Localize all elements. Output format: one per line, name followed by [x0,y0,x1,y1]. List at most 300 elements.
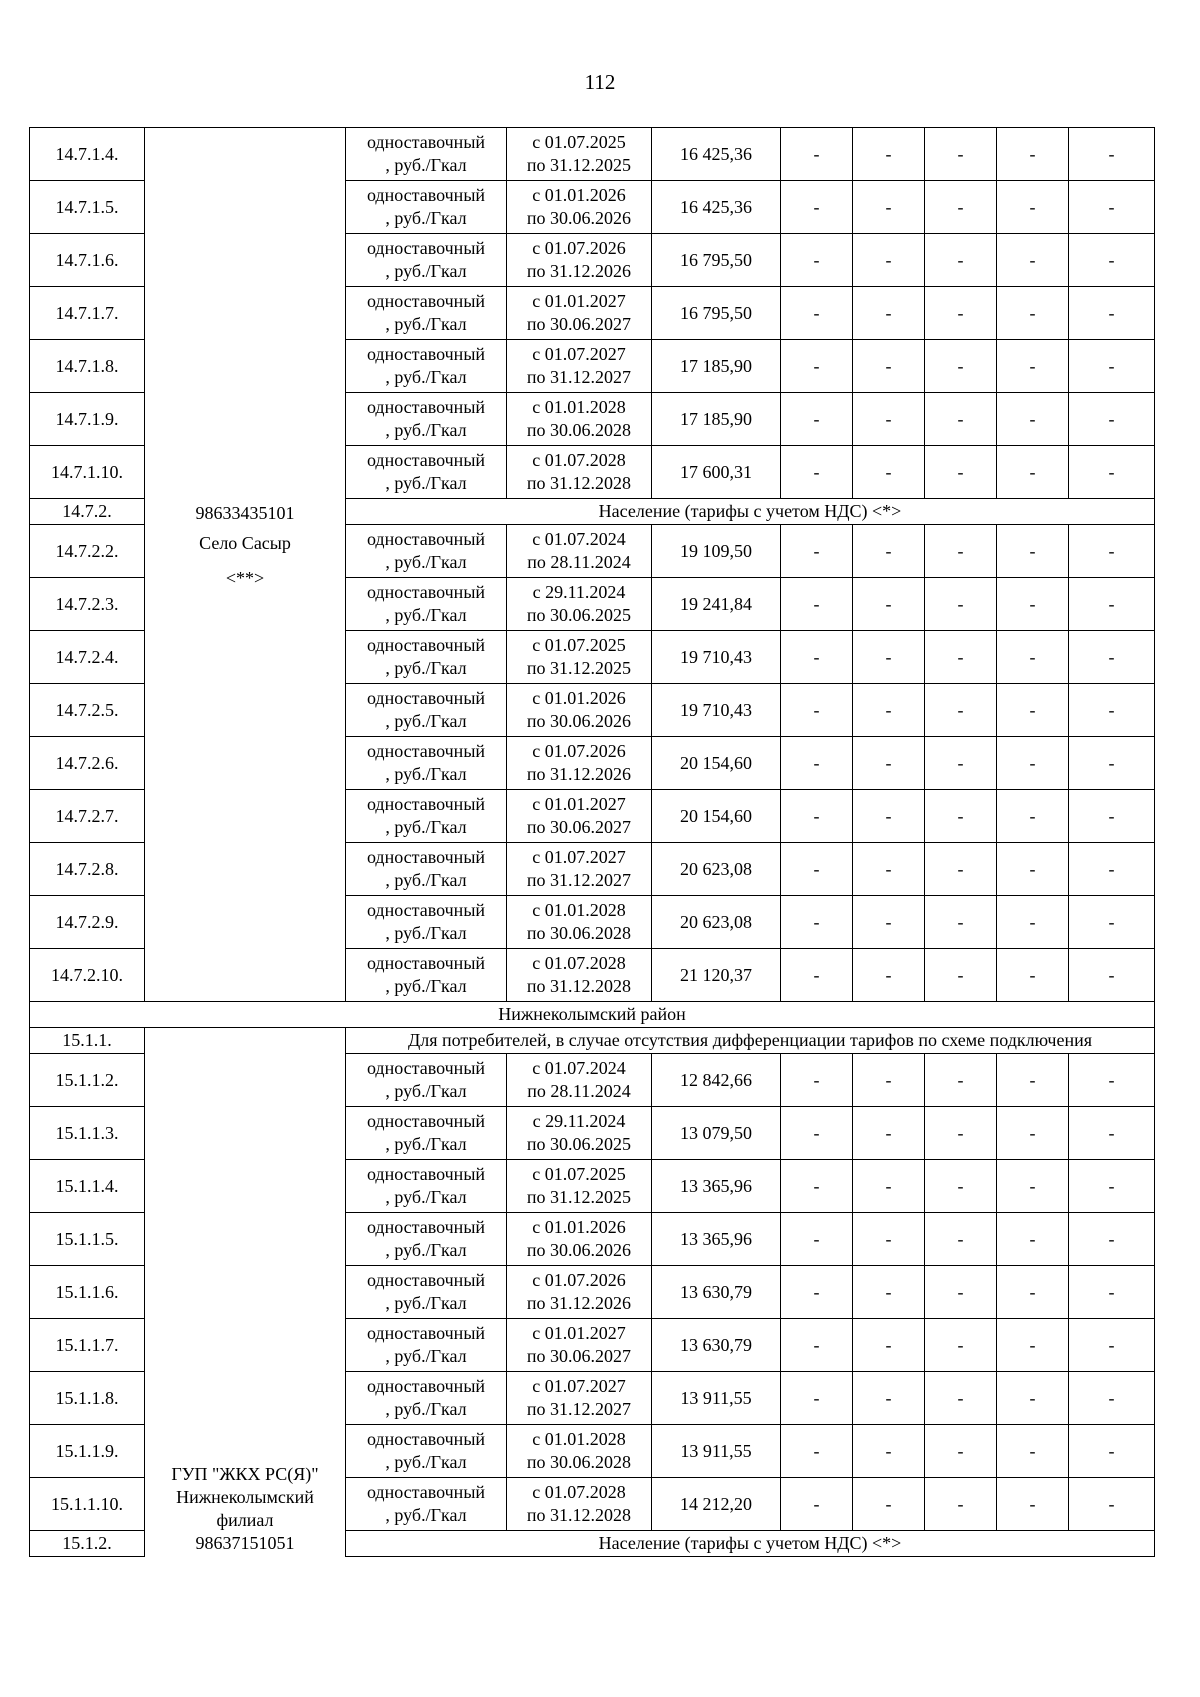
period-to: по 31.12.2027 [526,1399,632,1419]
empty-value: - [997,790,1069,843]
org-cell [145,128,346,1002]
empty-value: - [853,1213,925,1266]
empty-value: - [781,1478,853,1531]
empty-value: - [781,896,853,949]
period [507,340,652,393]
tariff-value: 13 365,96 [652,1213,781,1266]
tariff-unit: , руб./Гкал [385,764,467,784]
empty-value: - [853,181,925,234]
empty-value: - [925,234,997,287]
empty-value: - [781,234,853,287]
page-number: 112 [584,70,616,94]
tariff-unit: , руб./Гкал [385,420,467,440]
row-number: 15.1.1.10. [30,1478,145,1531]
empty-value: - [925,1107,997,1160]
period-to: по 31.12.2027 [526,367,632,387]
tariff-type-label: одноставочный [366,582,486,602]
period [507,684,652,737]
tariff-value: 17 185,90 [652,393,781,446]
tariff-type-label: одноставочный [366,794,486,814]
table-row [30,128,1155,181]
empty-value: - [1069,790,1155,843]
period [507,446,652,499]
empty-value: - [853,949,925,1002]
tariff-type [346,393,507,446]
empty-value: - [997,684,1069,737]
tariff-table [29,127,1155,1557]
period [507,1054,652,1107]
empty-value: - [1069,446,1155,499]
period [507,737,652,790]
period [507,181,652,234]
period-to: по 31.12.2025 [526,1187,632,1207]
tariff-type [346,1266,507,1319]
group-title: Для потребителей, в случае отсутствия дифференциации тарифов по схеме подключения [346,1028,1155,1054]
tariff-value: 16 425,36 [652,128,781,181]
tariff-type-label: одноставочный [366,238,486,258]
row-number: 15.1.1.3. [30,1107,145,1160]
tariff-type-label: одноставочный [366,1270,486,1290]
org-line: Нижнеколымский [176,1486,314,1507]
empty-value: - [925,631,997,684]
group-title: Население (тарифы с учетом НДС) <*> [346,499,1155,525]
empty-value: - [1069,737,1155,790]
group-row [30,1028,1155,1054]
empty-value: - [925,896,997,949]
tariff-type-label: одноставочный [366,529,486,549]
tariff-value: 20 623,08 [652,843,781,896]
row-number: 14.7.1.10. [30,446,145,499]
empty-value: - [853,340,925,393]
tariff-value: 21 120,37 [652,949,781,1002]
tariff-unit: , руб./Гкал [385,155,467,175]
empty-value: - [853,1425,925,1478]
tariff-type-label: одноставочный [366,1111,486,1131]
tariff-value: 19 710,43 [652,684,781,737]
row-number: 14.7.1.5. [30,181,145,234]
tariff-type [346,181,507,234]
org-line: Село Сасыр [199,533,291,553]
empty-value: - [1069,393,1155,446]
tariff-type-label: одноставочный [366,635,486,655]
period-to: по 28.11.2024 [527,1081,631,1101]
empty-value: - [997,128,1069,181]
period-from: с 01.01.2028 [532,900,626,920]
empty-value: - [997,1478,1069,1531]
empty-value: - [781,1372,853,1425]
empty-value: - [781,949,853,1002]
tariff-type-label: одноставочный [366,1482,486,1502]
row-number: 14.7.2. [30,499,145,525]
empty-value: - [853,631,925,684]
period [507,1107,652,1160]
empty-value: - [781,1107,853,1160]
period-from: с 01.01.2026 [532,688,626,708]
tariff-type [346,578,507,631]
period [507,1266,652,1319]
empty-value: - [781,737,853,790]
empty-value: - [1069,1478,1155,1531]
period-from: с 01.01.2027 [532,1323,626,1343]
tariff-unit: , руб./Гкал [385,1240,467,1260]
row-number: 15.1.1.9. [30,1425,145,1478]
empty-value: - [925,1213,997,1266]
period-from: с 01.01.2028 [532,1429,626,1449]
empty-value: - [781,1054,853,1107]
empty-value: - [997,1160,1069,1213]
empty-value: - [781,287,853,340]
tariff-type [346,1478,507,1531]
org-line: филиал [216,1509,274,1530]
tariff-type [346,446,507,499]
tariff-type-label: одноставочный [366,688,486,708]
empty-value: - [781,631,853,684]
tariff-unit: , руб./Гкал [385,711,467,731]
period-from: с 01.07.2025 [532,1164,626,1184]
period [507,128,652,181]
empty-value: - [925,181,997,234]
tariff-value: 19 109,50 [652,525,781,578]
tariff-unit: , руб./Гкал [385,1293,467,1313]
empty-value: - [997,234,1069,287]
empty-value: - [1069,578,1155,631]
row-number: 14.7.2.10. [30,949,145,1002]
row-number: 14.7.2.5. [30,684,145,737]
region-title: Нижнеколымский район [30,1002,1155,1028]
empty-value: - [853,684,925,737]
empty-value: - [781,1160,853,1213]
tariff-unit: , руб./Гкал [385,923,467,943]
empty-value: - [853,446,925,499]
tariff-type-label: одноставочный [366,741,486,761]
period-to: по 30.06.2027 [526,314,632,334]
empty-value: - [997,737,1069,790]
empty-value: - [997,446,1069,499]
empty-value: - [925,1319,997,1372]
period-to: по 31.12.2026 [526,1293,632,1313]
period-to: по 28.11.2024 [527,552,631,572]
tariff-value: 19 710,43 [652,631,781,684]
empty-value: - [1069,181,1155,234]
tariff-value: 13 911,55 [652,1372,781,1425]
period-from: с 01.07.2026 [532,238,626,258]
empty-value: - [997,1425,1069,1478]
empty-value: - [853,393,925,446]
period [507,1319,652,1372]
empty-value: - [1069,287,1155,340]
period [507,790,652,843]
empty-value: - [997,1213,1069,1266]
empty-value: - [781,684,853,737]
tariff-type [346,234,507,287]
empty-value: - [1069,1107,1155,1160]
period-to: по 31.12.2025 [526,658,632,678]
row-number: 15.1.2. [30,1531,145,1557]
tariff-value: 20 154,60 [652,790,781,843]
empty-value: - [781,1266,853,1319]
tariff-unit: , руб./Гкал [385,1081,467,1101]
period [507,1425,652,1478]
period-from: с 29.11.2024 [532,1111,626,1131]
table-body [30,128,1155,1557]
tariff-type [346,737,507,790]
tariff-unit: , руб./Гкал [385,976,467,996]
empty-value: - [1069,1425,1155,1478]
empty-value: - [853,737,925,790]
tariff-unit: , руб./Гкал [385,1134,467,1154]
org-line: 98633435101 [195,503,295,523]
tariff-value: 13 365,96 [652,1160,781,1213]
tariff-unit: , руб./Гкал [385,817,467,837]
tariff-type-label: одноставочный [366,847,486,867]
row-number: 15.1.1.5. [30,1213,145,1266]
empty-value: - [781,393,853,446]
tariff-type [346,631,507,684]
row-number: 14.7.1.6. [30,234,145,287]
empty-value: - [781,446,853,499]
period-from: с 01.07.2026 [532,741,626,761]
empty-value: - [781,790,853,843]
row-number: 14.7.1.7. [30,287,145,340]
tariff-type [346,1054,507,1107]
empty-value: - [925,393,997,446]
empty-value: - [997,578,1069,631]
period-from: с 01.07.2024 [532,529,626,549]
tariff-unit: , руб./Гкал [385,1399,467,1419]
period-to: по 31.12.2026 [526,764,632,784]
empty-value: - [997,631,1069,684]
tariff-type-label: одноставочный [366,1164,486,1184]
tariff-unit: , руб./Гкал [385,367,467,387]
row-number: 14.7.2.4. [30,631,145,684]
tariff-type [346,1319,507,1372]
period-from: с 01.07.2028 [532,1482,626,1502]
empty-value: - [781,181,853,234]
period-from: с 01.07.2024 [532,1058,626,1078]
period [507,525,652,578]
period-to: по 30.06.2026 [526,711,632,731]
period-to: по 31.12.2025 [526,155,632,175]
empty-value: - [853,234,925,287]
empty-value: - [1069,525,1155,578]
period-from: с 01.07.2026 [532,1270,626,1290]
empty-value: - [1069,843,1155,896]
empty-value: - [853,525,925,578]
row-number: 15.1.1.7. [30,1319,145,1372]
empty-value: - [1069,896,1155,949]
period-from: с 01.07.2025 [532,132,626,152]
row-number: 15.1.1.2. [30,1054,145,1107]
empty-value: - [925,737,997,790]
empty-value: - [997,1054,1069,1107]
empty-value: - [853,1054,925,1107]
row-number: 14.7.2.9. [30,896,145,949]
empty-value: - [853,1372,925,1425]
tariff-value: 20 154,60 [652,737,781,790]
tariff-unit: , руб./Гкал [385,208,467,228]
tariff-unit: , руб./Гкал [385,1346,467,1366]
empty-value: - [781,1213,853,1266]
empty-value: - [925,949,997,1002]
empty-value: - [853,790,925,843]
tariff-type [346,1372,507,1425]
empty-value: - [1069,1372,1155,1425]
tariff-type [346,1425,507,1478]
period-to: по 31.12.2027 [526,870,632,890]
empty-value: - [1069,631,1155,684]
tariff-type-label: одноставочный [366,1217,486,1237]
row-number: 14.7.2.2. [30,525,145,578]
period [507,631,652,684]
tariff-value: 20 623,08 [652,896,781,949]
period-to: по 31.12.2028 [526,976,632,996]
tariff-value: 16 795,50 [652,234,781,287]
org-lines [147,128,343,596]
tariff-type [346,287,507,340]
empty-value: - [925,1266,997,1319]
empty-value: - [853,1160,925,1213]
period [507,578,652,631]
empty-value: - [925,128,997,181]
period-to: по 31.12.2026 [526,261,632,281]
period [507,896,652,949]
org-cell [145,1028,346,1557]
period-from: с 01.01.2026 [532,185,626,205]
period-from: с 01.07.2028 [532,450,626,470]
tariff-type [346,340,507,393]
group-title: Население (тарифы с учетом НДС) <*> [346,1531,1155,1557]
tariff-unit: , руб./Гкал [385,1452,467,1472]
period [507,234,652,287]
empty-value: - [925,287,997,340]
empty-value: - [853,128,925,181]
tariff-type [346,949,507,1002]
empty-value: - [1069,684,1155,737]
empty-value: - [925,1160,997,1213]
empty-value: - [853,843,925,896]
empty-value: - [997,525,1069,578]
tariff-value: 13 630,79 [652,1319,781,1372]
region-row [30,1002,1155,1028]
period-to: по 30.06.2025 [526,1134,632,1154]
empty-value: - [781,128,853,181]
row-number: 15.1.1.8. [30,1372,145,1425]
tariff-unit: , руб./Гкал [385,552,467,572]
period-from: с 01.01.2028 [532,397,626,417]
tariff-type-label: одноставочный [366,1323,486,1343]
period-to: по 30.06.2026 [526,208,632,228]
empty-value: - [1069,1054,1155,1107]
empty-value: - [925,446,997,499]
empty-value: - [997,1319,1069,1372]
tariff-type [346,128,507,181]
row-number: 14.7.1.9. [30,393,145,446]
org-line: 98637151051 [195,1532,295,1553]
tariff-type-label: одноставочный [366,953,486,973]
period-to: по 30.06.2027 [526,817,632,837]
tariff-value: 13 079,50 [652,1107,781,1160]
tariff-unit: , руб./Гкал [385,605,467,625]
tariff-type-label: одноставочный [366,132,486,152]
period-from: с 01.07.2027 [532,344,626,364]
tariff-type-label: одноставочный [366,344,486,364]
tariff-value: 12 842,66 [652,1054,781,1107]
period [507,287,652,340]
empty-value: - [853,1478,925,1531]
tariff-type [346,684,507,737]
tariff-unit: , руб./Гкал [385,261,467,281]
period-from: с 01.07.2025 [532,635,626,655]
empty-value: - [925,578,997,631]
tariff-value: 19 241,84 [652,578,781,631]
empty-value: - [997,287,1069,340]
tariff-value: 13 911,55 [652,1425,781,1478]
tariff-type-label: одноставочный [366,1058,486,1078]
empty-value: - [781,578,853,631]
empty-value: - [853,1107,925,1160]
empty-value: - [1069,340,1155,393]
empty-value: - [997,949,1069,1002]
period-to: по 30.06.2026 [526,1240,632,1260]
period [507,1478,652,1531]
empty-value: - [997,1266,1069,1319]
tariff-type-label: одноставочный [366,900,486,920]
empty-value: - [853,287,925,340]
row-number: 14.7.1.4. [30,128,145,181]
empty-value: - [1069,234,1155,287]
tariff-type [346,1160,507,1213]
empty-value: - [925,843,997,896]
tariff-type [346,896,507,949]
org-line: <**> [225,568,265,588]
tariff-unit: , руб./Гкал [385,1505,467,1525]
empty-value: - [925,790,997,843]
empty-value: - [853,578,925,631]
row-number: 15.1.1.6. [30,1266,145,1319]
row-number: 14.7.2.6. [30,737,145,790]
empty-value: - [1069,1319,1155,1372]
period [507,393,652,446]
tariff-type [346,843,507,896]
period-from: с 01.01.2027 [532,291,626,311]
empty-value: - [997,1107,1069,1160]
row-number: 14.7.1.8. [30,340,145,393]
row-number: 14.7.2.7. [30,790,145,843]
empty-value: - [997,896,1069,949]
tariff-type [346,1213,507,1266]
row-number: 15.1.1.4. [30,1160,145,1213]
tariff-type-label: одноставочный [366,1429,486,1449]
period-from: с 01.01.2027 [532,794,626,814]
period-to: по 30.06.2028 [526,1452,632,1472]
empty-value: - [1069,1266,1155,1319]
tariff-value: 14 212,20 [652,1478,781,1531]
tariff-value: 13 630,79 [652,1266,781,1319]
empty-value: - [853,1266,925,1319]
empty-value: - [781,525,853,578]
empty-value: - [781,1319,853,1372]
empty-value: - [1069,1213,1155,1266]
org-line: ГУП "ЖКХ РС(Я)" [171,1463,319,1484]
period [507,949,652,1002]
period-to: по 30.06.2028 [526,420,632,440]
empty-value: - [1069,128,1155,181]
tariff-type [346,1107,507,1160]
period-from: с 01.07.2027 [532,1376,626,1396]
empty-value: - [781,1425,853,1478]
empty-value: - [925,525,997,578]
tariff-type [346,525,507,578]
